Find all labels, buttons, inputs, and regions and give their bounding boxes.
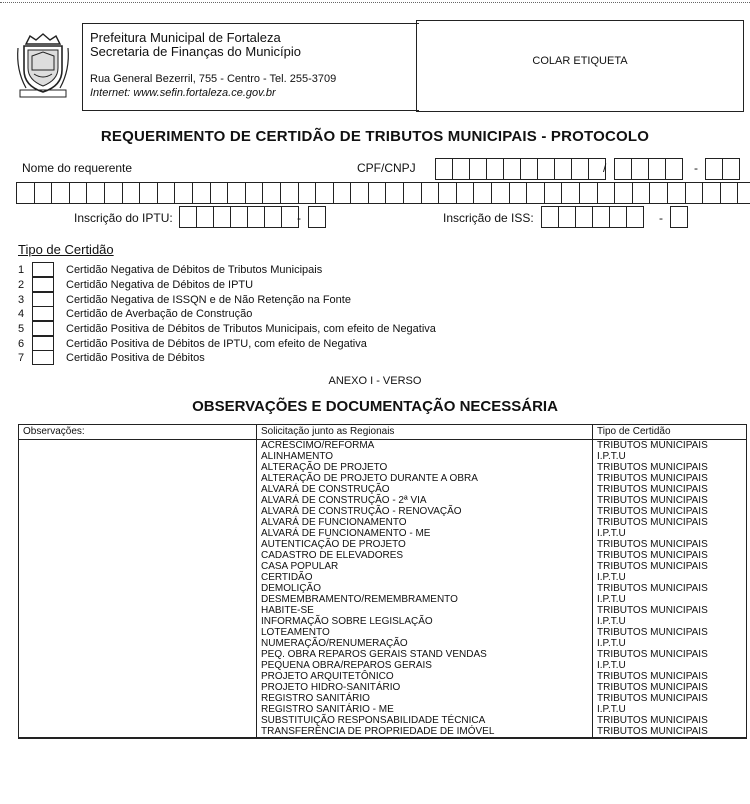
tipo-cell: I.P.T.U [593,704,747,715]
obs-cell [19,616,257,627]
option-checkbox[interactable] [32,350,54,365]
obs-cell [19,715,257,726]
obs-cell [19,539,257,550]
header-line1: Prefeitura Municipal de Fortaleza [90,30,281,45]
option-label: Certidão Negativa de Débitos de Tributos Municipais [66,263,323,276]
observacoes-title: OBSERVAÇÕES E DOCUMENTAÇÃO NECESSÁRIA [192,398,558,415]
tipo-cell: I.P.T.U [593,451,747,462]
cpf-cells-check[interactable] [705,158,739,180]
solicitacao-cell: PROJETO HIDRO-SANITÁRIO [257,682,593,693]
option-checkbox[interactable] [32,336,54,351]
tipo-cell: I.P.T.U [593,528,747,539]
table-row [19,539,747,550]
tipo-cell: I.P.T.U [593,660,747,671]
iptu-label: Inscrição do IPTU: [74,211,173,225]
tipo-cell: TRIBUTOS MUNICIPAIS [593,473,747,484]
solicitacao-cell: CASA POPULAR [257,561,593,572]
anexo-label: ANEXO I - VERSO [328,375,422,387]
option-label: Certidão Positiva de Débitos de IPTU, com efeito de Negativa [66,337,367,350]
iss-dash: - [659,211,663,225]
header-solicitacao: Solicitação junto as Regionais [257,425,593,440]
option-checkbox[interactable] [32,262,54,277]
tipo-cell: I.P.T.U [593,572,747,583]
solicitacao-cell: SUBSTITUIÇÃO RESPONSABILIDADE TÉCNICA [257,715,593,726]
option-label: Certidão Positiva de Débitos [66,351,205,364]
solicitacao-cell: ALVARÁ DE CONSTRUÇÃO - RENOVAÇÃO [257,506,593,517]
solicitacao-cell: ALVARÁ DE CONSTRUÇÃO [257,484,593,495]
tipo-cell: TRIBUTOS MUNICIPAIS [593,627,747,638]
option-number: 6 [18,337,25,350]
option-label: Certidão Positiva de Débitos de Tributos Municipais, com efeito de Negativa [66,322,436,335]
obs-cell [19,627,257,638]
solicitacao-cell: INFORMAÇÃO SOBRE LEGISLAÇÃO [257,616,593,627]
header-address: Rua General Bezerril, 755 - Centro - Tel. 255-3709 [90,73,337,85]
tipo-cell: TRIBUTOS MUNICIPAIS [593,506,747,517]
solicitacao-cell: NUMERAÇÃO/RENUMERAÇÃO [257,638,593,649]
table-row [19,473,747,484]
obs-cell [19,440,257,452]
tipo-cell: TRIBUTOS MUNICIPAIS [593,561,747,572]
solicitacao-cell: TRANSFERÊNCIA DE PROPRIEDADE DE IMÓVEL [257,726,593,738]
option-number: 4 [18,307,25,320]
option-number: 5 [18,322,25,335]
solicitacao-cell: DESMEMBRAMENTO/REMEMBRAMENTO [257,594,593,605]
option-label: Certidão de Averbação de Construção [66,307,253,320]
obs-cell [19,528,257,539]
table-row [19,484,747,495]
tipo-heading: Tipo de Certidão [18,242,114,257]
tipo-cell: TRIBUTOS MUNICIPAIS [593,693,747,704]
tipo-option[interactable] [18,321,436,336]
cpf-slash: / [603,161,607,175]
solicitacao-cell: CADASTRO DE ELEVADORES [257,550,593,561]
table-row [19,440,747,452]
tipo-cell: TRIBUTOS MUNICIPAIS [593,726,747,738]
option-label: Certidão Negativa de ISSQN e de Não Retenção na Fonte [66,293,351,306]
option-checkbox[interactable] [32,306,54,321]
option-label: Certidão Negativa de Débitos de IPTU [66,278,254,291]
obs-cell [19,561,257,572]
table-row [19,660,747,671]
tipo-option[interactable] [18,292,351,307]
obs-cell [19,682,257,693]
tipo-cell: TRIBUTOS MUNICIPAIS [593,671,747,682]
tipo-cell: TRIBUTOS MUNICIPAIS [593,605,747,616]
tipo-cell: TRIBUTOS MUNICIPAIS [593,649,747,660]
tipo-option[interactable] [18,350,205,365]
table-row [19,671,747,682]
top-cut-line [0,2,750,3]
table-row [19,682,747,693]
tipo-cell: I.P.T.U [593,594,747,605]
option-number: 7 [18,351,25,364]
tipo-cell: TRIBUTOS MUNICIPAIS [593,715,747,726]
table-row [19,583,747,594]
header-tipo: Tipo de Certidão [593,425,747,440]
solicitacao-cell: ALTERAÇÃO DE PROJETO [257,462,593,473]
table-row [19,495,747,506]
solicitacao-cell: REGISTRO SANITÁRIO - ME [257,704,593,715]
label-sticker-box [416,20,744,112]
tipo-cell: TRIBUTOS MUNICIPAIS [593,462,747,473]
solicitacao-cell: ALINHAMENTO [257,451,593,462]
cpf-cells-main[interactable] [435,158,605,180]
solicitacao-cell: AUTENTICAÇÃO DE PROJETO [257,539,593,550]
table-row [19,572,747,583]
tipo-cell: TRIBUTOS MUNICIPAIS [593,550,747,561]
obs-cell [19,638,257,649]
table-row [19,517,747,528]
obs-cell [19,594,257,605]
solicitacao-cell: CERTIDÃO [257,572,593,583]
tipo-cell: TRIBUTOS MUNICIPAIS [593,583,747,594]
tipo-cell: TRIBUTOS MUNICIPAIS [593,517,747,528]
label-box-text: COLAR ETIQUETA [532,55,628,67]
cpf-label: CPF/CNPJ [357,161,416,175]
tipo-option[interactable] [18,306,252,321]
cpf-cells-branch[interactable] [614,158,682,180]
obs-cell [19,605,257,616]
tipo-option[interactable] [18,262,322,277]
iss-check-cell[interactable] [670,206,687,228]
table-row [19,715,747,726]
table-row [19,726,747,738]
obs-cell [19,462,257,473]
tipo-cell: TRIBUTOS MUNICIPAIS [593,682,747,693]
solicitacao-cell: ALVARÁ DE CONSTRUÇÃO - 2ª VIA [257,495,593,506]
solicitacao-cell: ALVARÁ DE FUNCIONAMENTO - ME [257,528,593,539]
solicitacao-cell: REGISTRO SANITÁRIO [257,693,593,704]
obs-cell [19,517,257,528]
iptu-cells[interactable] [179,206,298,228]
requerente-label: Nome do requerente [22,161,133,175]
iss-cells[interactable] [541,206,643,228]
table-row [19,704,747,715]
obs-cell [19,726,257,738]
obs-cell [19,506,257,517]
obs-cell [19,671,257,682]
table-row [19,638,747,649]
obs-cell [19,451,257,462]
solicitacao-cell: ALVARÁ DE FUNCIONAMENTO [257,517,593,528]
option-checkbox[interactable] [32,277,54,292]
requerente-name-cells[interactable] [16,182,750,204]
obs-cell [19,583,257,594]
obs-cell [19,649,257,660]
obs-cell [19,495,257,506]
table-row [19,528,747,539]
obs-cell [19,484,257,495]
obs-cell [19,572,257,583]
iptu-dash: - [297,211,301,225]
documentation-table [18,424,747,739]
header-line2: Secretaria de Finanças do Município [90,44,302,59]
solicitacao-cell: DEMOLIÇÃO [257,583,593,594]
table-row [19,649,747,660]
header-website: Internet: www.sefin.fortaleza.ce.gov.br [90,87,276,99]
table-row [19,462,747,473]
tipo-option[interactable] [18,336,367,351]
tipo-cell: TRIBUTOS MUNICIPAIS [593,484,747,495]
tipo-cell: I.P.T.U [593,638,747,649]
solicitacao-cell: PROJETO ARQUITETÔNICO [257,671,593,682]
table-row [19,627,747,638]
solicitacao-cell: ACRÉSCIMO/REFORMA [257,440,593,452]
table-row [19,594,747,605]
table-row [19,561,747,572]
tipo-cell: TRIBUTOS MUNICIPAIS [593,440,747,452]
page-title: REQUERIMENTO DE CERTIDÃO DE TRIBUTOS MUNICIPAIS - PROTOCOLO [100,128,650,145]
solicitacao-cell: ALTERAÇÃO DE PROJETO DURANTE A OBRA [257,473,593,484]
solicitacao-cell: LOTEAMENTO [257,627,593,638]
tipo-cell: TRIBUTOS MUNICIPAIS [593,495,747,506]
table-row [19,693,747,704]
option-number: 2 [18,278,25,291]
tipo-cell: TRIBUTOS MUNICIPAIS [593,539,747,550]
coat-of-arms-icon [14,30,72,100]
obs-cell [19,693,257,704]
header-observacoes: Observações: [19,425,257,440]
table-row [19,550,747,561]
tipo-option[interactable] [18,277,253,292]
option-number: 3 [18,293,25,306]
cpf-dash: - [694,161,698,175]
obs-cell [19,660,257,671]
option-checkbox[interactable] [32,292,54,307]
table-row [19,506,747,517]
iptu-check-cell[interactable] [308,206,325,228]
option-number: 1 [18,263,25,276]
option-checkbox[interactable] [32,321,54,336]
solicitacao-cell: PEQ. OBRA REPAROS GERAIS STAND VENDAS [257,649,593,660]
tipo-cell: I.P.T.U [593,616,747,627]
obs-cell [19,704,257,715]
obs-cell [19,550,257,561]
table-row [19,616,747,627]
solicitacao-cell: HABITE-SE [257,605,593,616]
table-row [19,451,747,462]
table-row [19,605,747,616]
obs-cell [19,473,257,484]
solicitacao-cell: PEQUENA OBRA/REPAROS GERAIS [257,660,593,671]
iss-label: Inscrição de ISS: [443,211,534,225]
